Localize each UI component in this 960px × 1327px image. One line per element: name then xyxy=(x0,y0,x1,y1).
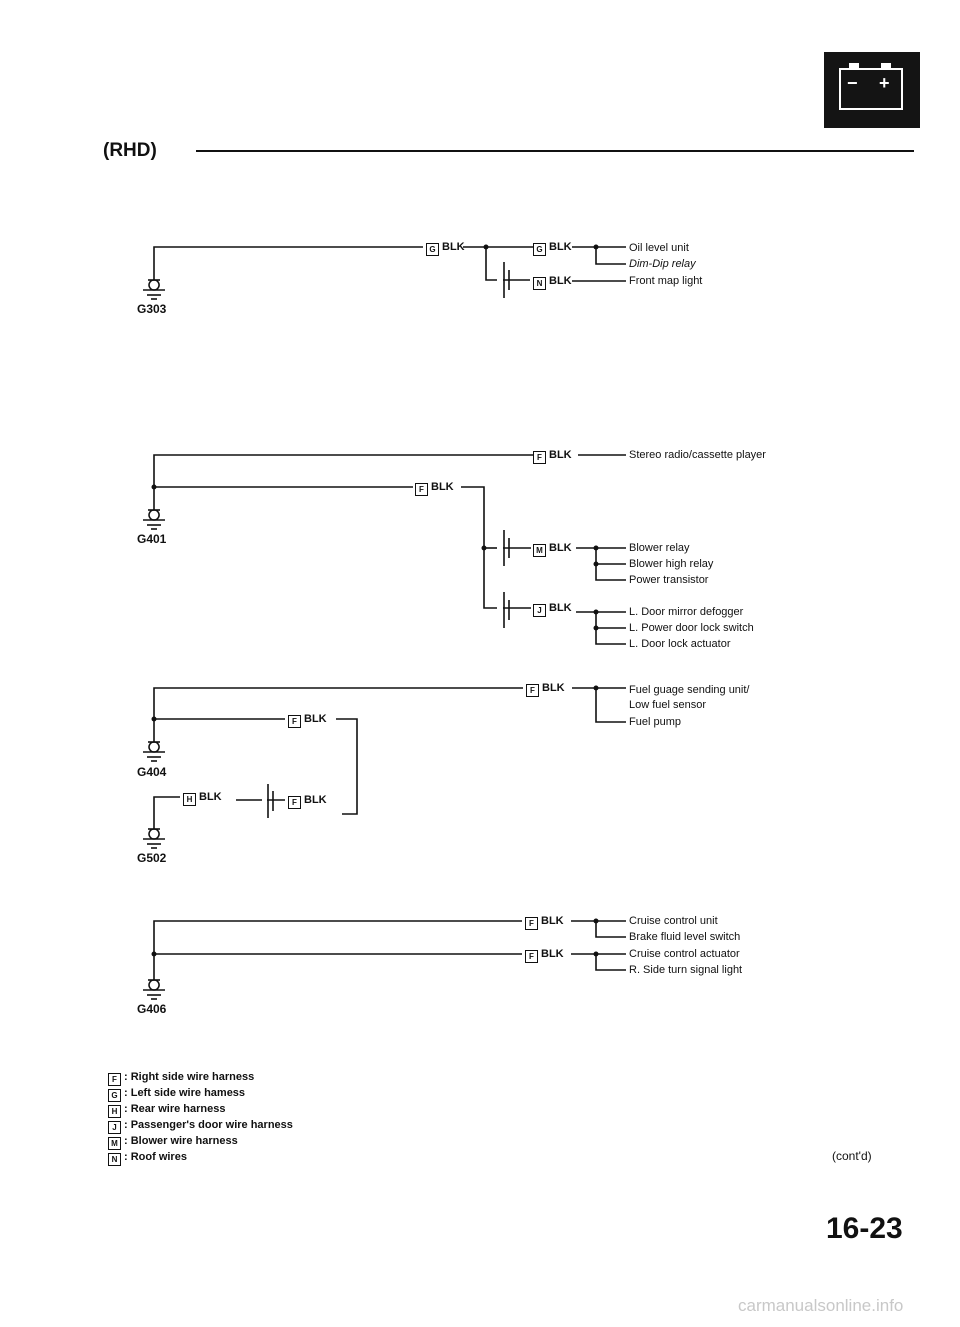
harness-code-box: F xyxy=(108,1073,121,1086)
device-label: Fuel pump xyxy=(629,716,681,728)
wire-label: M BLK xyxy=(533,542,572,557)
device-label: Stereo radio/cassette player xyxy=(629,449,766,461)
device-label: Cruise control actuator xyxy=(629,948,740,960)
wire-label: G BLK xyxy=(533,241,572,256)
harness-code-box: F xyxy=(525,917,538,930)
harness-code-box: F xyxy=(415,483,428,496)
ground-g401: G401 xyxy=(137,532,167,546)
harness-code-box: F xyxy=(288,796,301,809)
harness-code-box: H xyxy=(108,1105,121,1118)
watermark: carmanualsonline.info xyxy=(738,1296,904,1315)
harness-code-box: F xyxy=(526,684,539,697)
region-heading: (RHD) xyxy=(103,140,157,161)
g404-wiring xyxy=(143,686,626,849)
wire-label: N BLK xyxy=(533,275,572,290)
continued-note: (cont'd) xyxy=(832,1149,872,1163)
device-label: Low fuel sensor xyxy=(629,699,707,711)
harness-code-box: G xyxy=(108,1089,121,1102)
ground-g406: G406 xyxy=(137,1002,167,1016)
wire-label: G BLK xyxy=(426,241,465,256)
device-label: Blower high relay xyxy=(629,558,714,570)
wire-label: F BLK xyxy=(525,948,564,963)
harness-code-box: G xyxy=(426,243,439,256)
wire-label: H BLK xyxy=(183,791,222,806)
legend-item: G : Left side wire hamess xyxy=(108,1086,293,1102)
harness-code-box: H xyxy=(183,793,196,806)
legend-item: N : Roof wires xyxy=(108,1150,293,1166)
harness-code-box: F xyxy=(533,451,546,464)
device-label: Fuel guage sending unit/ xyxy=(629,684,750,696)
device-label: R. Side turn signal light xyxy=(629,964,743,976)
harness-code-box: F xyxy=(525,950,538,963)
harness-code-box: J xyxy=(108,1121,121,1134)
wire-label: F BLK xyxy=(288,794,327,809)
device-label: Blower relay xyxy=(629,542,690,554)
wire-label: F BLK xyxy=(525,915,564,930)
harness-code-box: G xyxy=(533,243,546,256)
wire-label: J BLK xyxy=(533,602,572,617)
harness-legend xyxy=(108,1070,293,1166)
ground-g502: G502 xyxy=(137,851,167,865)
legend-item: J : Passenger's door wire harness xyxy=(108,1118,293,1134)
device-label: Power transistor xyxy=(629,574,709,586)
harness-code-box: J xyxy=(533,604,546,617)
device-label: Dim-Dip relay xyxy=(629,258,696,270)
legend-item: F : Right side wire harness xyxy=(108,1070,293,1086)
harness-code-box: N xyxy=(533,277,546,290)
battery-minus: − xyxy=(847,73,858,93)
wire-label: F BLK xyxy=(415,481,454,496)
wire-label: F BLK xyxy=(288,713,327,728)
ground-g303: G303 xyxy=(137,302,167,316)
battery-plus: + xyxy=(879,73,890,93)
harness-code-box: M xyxy=(533,544,546,557)
wire-label: F BLK xyxy=(526,682,565,697)
harness-code-box: F xyxy=(288,715,301,728)
device-label: Oil level unit xyxy=(629,242,689,254)
device-label: Cruise control unit xyxy=(629,915,718,927)
page-number: 16-23 xyxy=(826,1212,903,1245)
ground-g404: G404 xyxy=(137,765,167,779)
device-label: L. Power door lock switch xyxy=(629,622,754,634)
legend-item: H : Rear wire harness xyxy=(108,1102,293,1118)
device-label: Brake fluid level switch xyxy=(629,931,741,943)
wire-label: F BLK xyxy=(533,449,572,464)
harness-code-box: M xyxy=(108,1137,121,1150)
harness-code-box: N xyxy=(108,1153,121,1166)
device-label: Front map light xyxy=(629,275,703,287)
device-label: L. Door lock actuator xyxy=(629,638,731,650)
legend-item: M : Blower wire harness xyxy=(108,1134,293,1150)
device-label: L. Door mirror defogger xyxy=(629,606,744,618)
